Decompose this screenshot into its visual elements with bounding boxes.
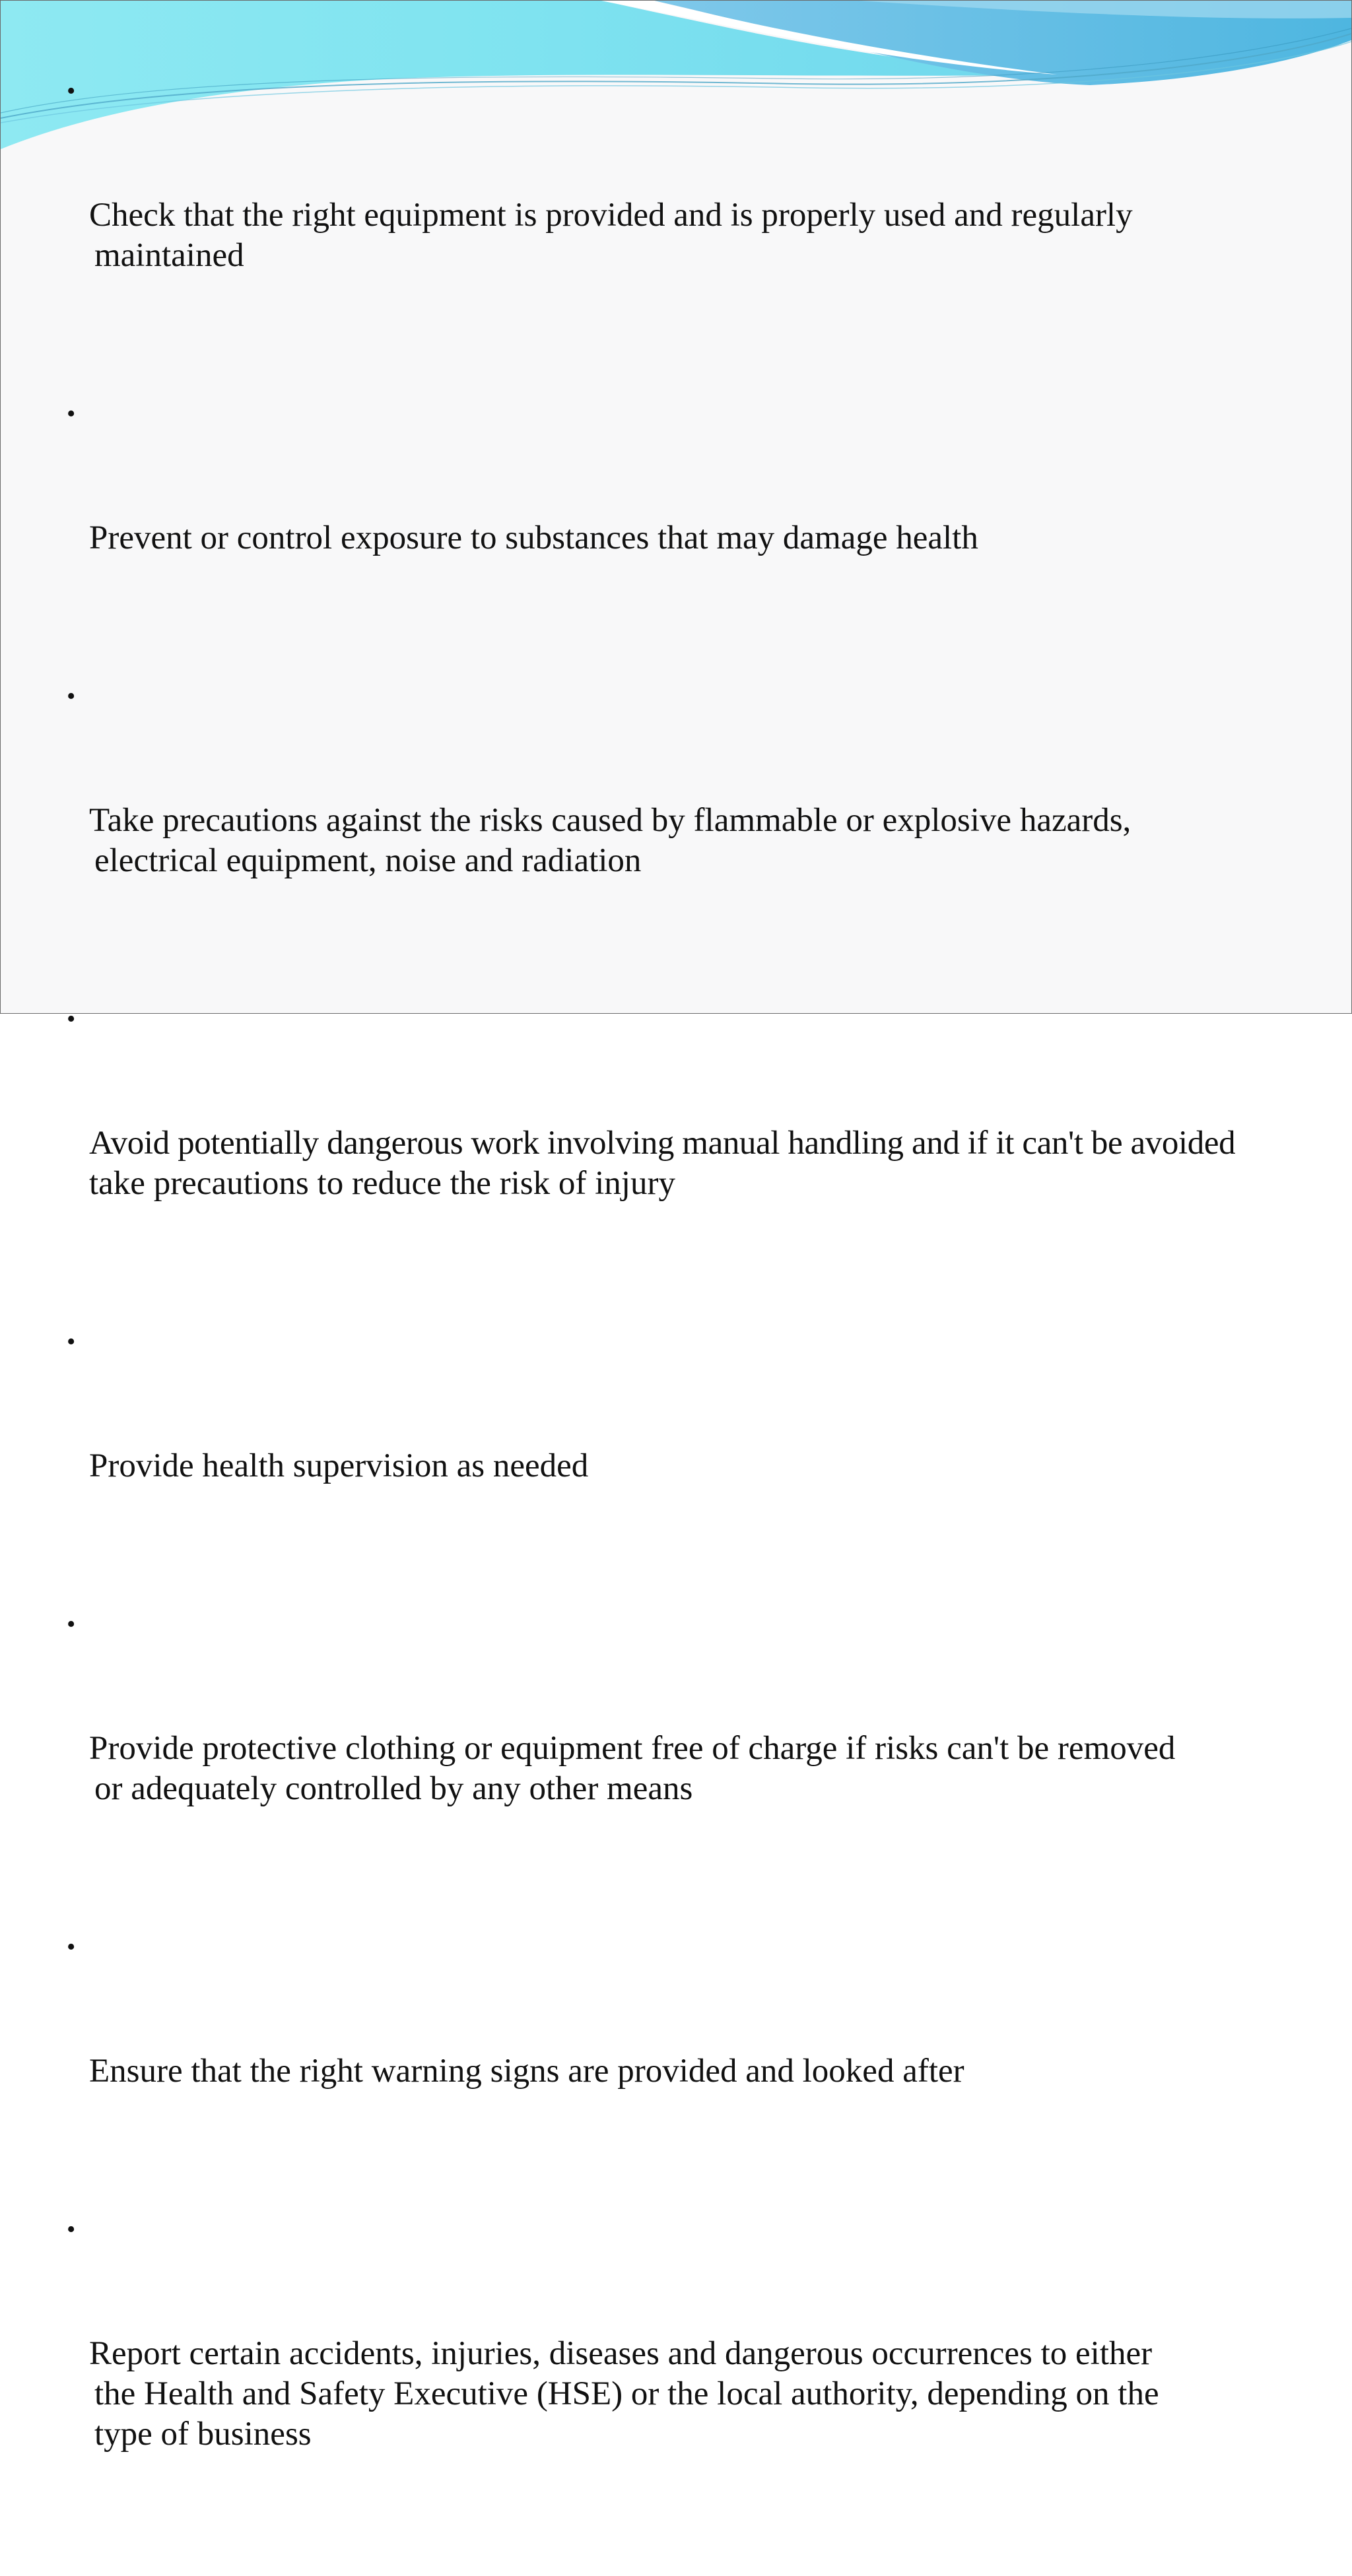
bullet-item (67, 1931, 1351, 2172)
bullet-item (67, 2213, 1351, 2535)
bullet-marker: • (67, 400, 76, 428)
bullet-text (89, 2334, 1351, 2455)
bullet-text (89, 2051, 1351, 2092)
bullet-item (67, 75, 1351, 356)
bullet-text (89, 801, 1351, 881)
bullet-line: Provide protective clothing or equipment free of charge if risks can't be removed (89, 1730, 1176, 1767)
bullet-text (89, 195, 1351, 276)
bullet-item (67, 397, 1351, 639)
bullet-marker: • (67, 77, 76, 105)
bullet-line: Take precautions against the risks caused by flammable or explosive hazards, (89, 802, 1132, 839)
bullet-item (67, 1325, 1351, 1567)
bullet-item (67, 1003, 1351, 1284)
bullet-text (89, 518, 1351, 558)
bullet-marker: • (67, 1328, 76, 1356)
bullet-line: the Health and Safety Executive (HSE) or the local authority, depending on the (94, 2375, 1159, 2412)
bullet-line: or adequately controlled by any other means (94, 1770, 693, 1807)
bullet-line: take precautions to reduce the risk of injury (89, 1165, 675, 1202)
bullet-marker: • (67, 682, 76, 710)
bullet-marker: • (67, 1933, 76, 1961)
bullet-marker: • (67, 1005, 76, 1033)
bullet-line: maintained (94, 237, 244, 274)
bullet-line: type of business (94, 2416, 312, 2453)
bullet-marker: • (67, 1610, 76, 1638)
bullet-line: electrical equipment, noise and radiation (94, 842, 642, 879)
bullet-list (67, 75, 1351, 2576)
bullet-line: Ensure that the right warning signs are provided and looked after (89, 2053, 964, 2090)
bullet-line: Prevent or control exposure to substances that may damage health (89, 519, 978, 556)
bullet-text (89, 1446, 1351, 1486)
bullet-text (89, 1123, 1351, 1204)
bullet-marker: • (67, 2216, 76, 2243)
bullet-line: Report certain accidents, injuries, diseases and dangerous occurrences to either (89, 2335, 1153, 2372)
bullet-item (67, 1608, 1351, 1890)
bullet-line: Provide health supervision as needed (89, 1447, 589, 1484)
bullet-item (67, 680, 1351, 962)
bullet-line: Check that the right equipment is provided and is properly used and regularly (89, 197, 1133, 234)
bullet-line: Avoid potentially dangerous work involving manual handling and if it can't be avoided (89, 1125, 1236, 1162)
bullet-text (89, 1729, 1351, 1809)
